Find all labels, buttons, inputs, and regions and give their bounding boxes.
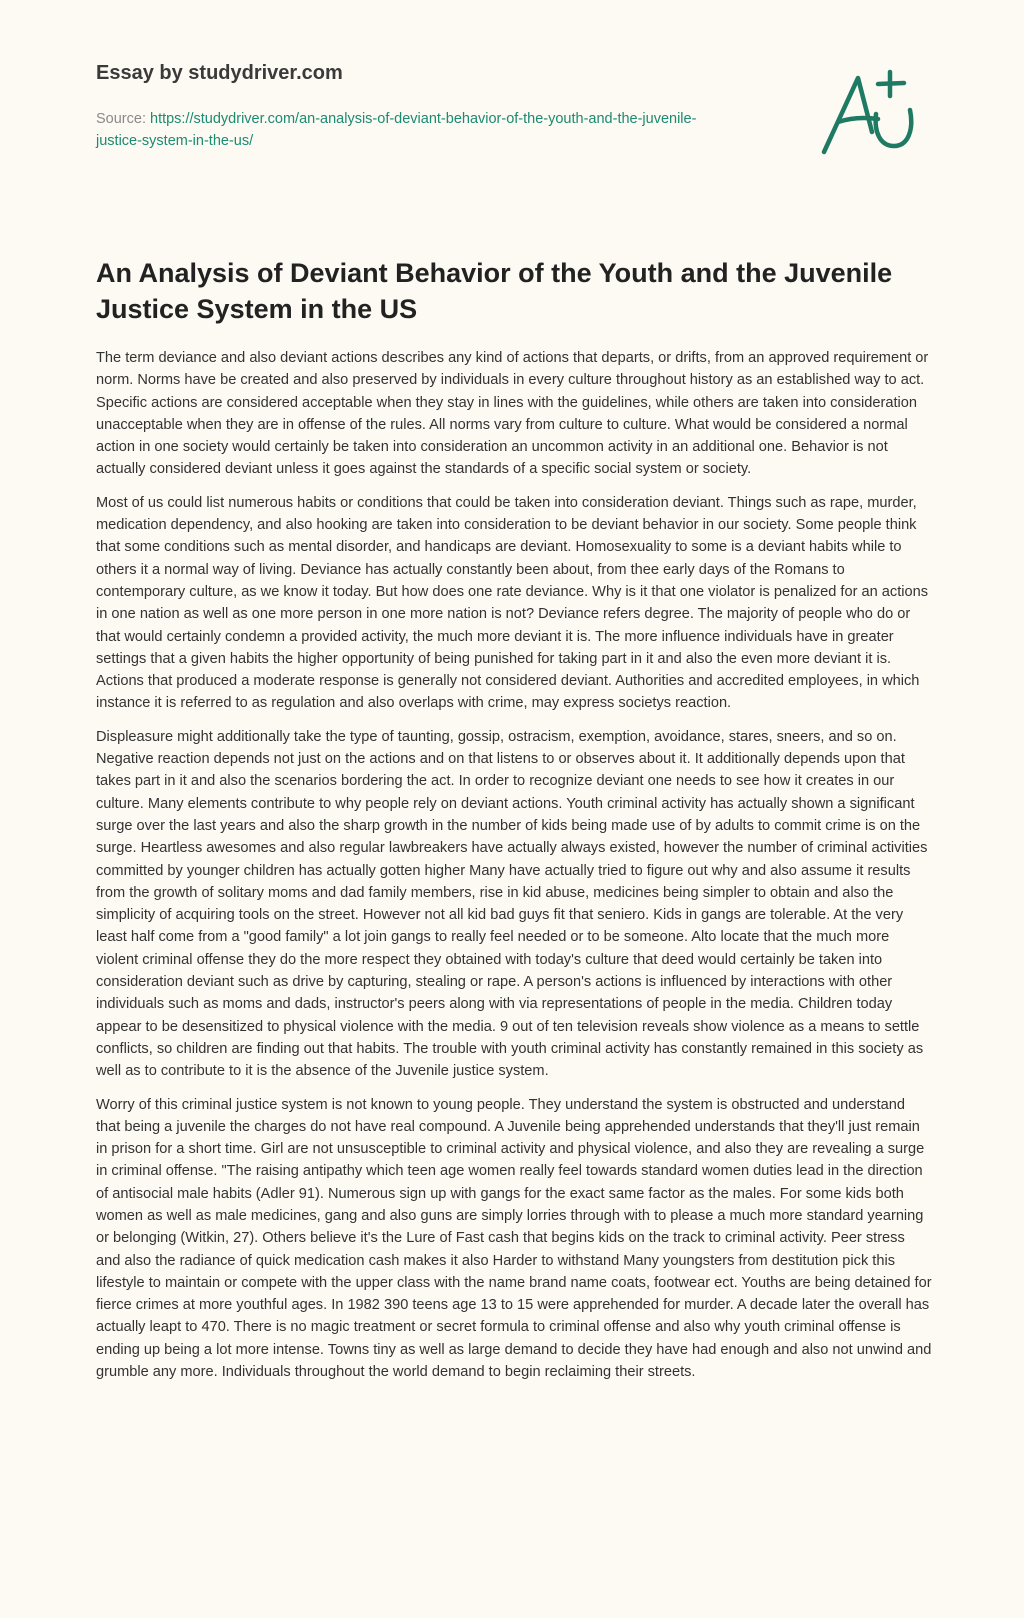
a-plus-logo-icon: [820, 66, 930, 166]
page-header: [96, 62, 736, 152]
article: [96, 255, 932, 1394]
article-title: An Analysis of Deviant Behavior of the Youth and the Juvenile Justice System in the US: [96, 258, 893, 324]
article-paragraph: Worry of this criminal justice system is not known to young people. They understand the system is obstructed and understand that being a juvenile the charges do not have real compound. A Juvenile being apprehended understands that they'll just remain in prison for a short time. Girl are not unsusceptible to criminal activity and physical violence, and also they are revealing a surge in criminal offense. "The raising antipathy which teen age women really feel towards standard women duties lead in the direction of antisocial male habits (Adler 91). Numerous sign up with gangs for the exact same factor as the males. For some kids both women as well as male medicines, gang and also guns are simply lorries through with to please a much more standard yearning or belonging (Witkin, 27). Others believe it's the Lure of Fast cash that begins kids on the track to criminal activity. Peer stress and also the radiance of quick medication cash makes it also Harder to withstand Many youngsters from destitution pick this lifestyle to maintain or compete with the upper class with the name brand name coats, footwear ect. Youths are being detained for fierce crimes at more youthful ages. In 1982 390 teens age 13 to 15 were apprehended for murder. A decade later the overall has actually leapt to 470. There is no magic treatment or secret formula to criminal offense and also why youth criminal offense is ending up being a lot more intense. Towns tiny as well as large demand to decide they have had enough and also not unwind and grumble any more. Individuals throughout the world demand to begin reclaiming their streets.: [96, 1096, 932, 1381]
source-line: [96, 108, 736, 152]
source-link[interactable]: https://studydriver.com/an-analysis-of-deviant-behavior-of-the-youth-and-the-juvenile-justice-system-in-the-us/: [96, 111, 697, 149]
site-title: Essay by studydriver.com: [96, 62, 343, 84]
article-paragraph: The term deviance and also deviant actions describes any kind of actions that departs, or drifts, from an approved requirement or norm. Norms have be created and also preserved by individuals in every culture throughout history as an established way to act. Specific actions are considered acceptable when they stay in lines with the guidelines, while others are taken into consideration unacceptable when they are in offense of the rules. All norms vary from culture to culture. What would be considered a normal action in one society would certainly be taken into consideration an uncommon activity in an additional one. Behavior is not actually considered deviant unless it goes against the standards of a specific social system or society.: [96, 350, 929, 478]
article-paragraph: Displeasure might additionally take the type of taunting, gossip, ostracism, exemption, avoidance, stares, sneers, and so on. Negative reaction depends not just on the actions and on that listens to or observes about it. It additionally depends upon that takes part in it and also the scenarios bordering the act. In order to recognize deviant one needs to see how it creates in our culture. Many elements contribute to why people rely on deviant actions. Youth criminal activity has actually shown a significant surge over the last years and also the sharp growth in the number of kids being made use of by adults to commit crime is on the surge. Heartless awesomes and also regular lawbreakers have actually always existed, however the number of criminal activities committed by younger children has actually gotten higher Many have actually tried to figure out why and also assume it results from the growth of solitary moms and dad family members, rise in kid abuse, medicines being simpler to obtain and also the simplicity of acquiring tools on the street. However not all kid bad guys fit that seniero. Kids in gangs are tolerable. At the very least half come from a "good family" a lot join gangs to really feel needed or to be someone. Alto locate that the much more violent criminal offense they do the more respect they obtained with today's culture that deed would certainly be taken into consideration deviant such as drive by capturing, stealing or rape. A person's actions is influenced by interactions with other individuals such as moms and dads, instructor's peers along with via representations of people in the media. Children today appear to be desensitized to physical violence with the media. 9 out of ten television reveals show violence as a means to settle conflicts, so children are finding out that habits. The trouble with youth criminal activity has constantly remained in this society as well as to contribute to it is the absence of the Juvenile justice system.: [96, 728, 928, 1080]
article-paragraph: Most of us could list numerous habits or conditions that could be taken into consideration deviant. Things such as rape, murder, medication dependency, and also hooking are taken into consideration to be deviant behavior in our society. Some people think that some conditions such as mental disorder, and handicaps are deviant. Homosexuality to some is a deviant habits while to others it a normal way of living. Deviance has actually constantly been about, from thee early days of the Romans to contemporary culture, as we know it today. But how does one rate deviance. Why is it that one violator is penalized for an actions in one nation as well as one more person in one more nation is not? Deviance refers degree. The majority of people who do or that would certainly condemn a provided activity, the much more deviant it is. The more influence individuals have in greater settings that a given habits the higher opportunity of being punished for taking part in it and also the even more deviant it is. Actions that produced a moderate response is generally not considered deviant. Authorities and accredited employees, in which instance it is referred to as regulation and also overlaps with crime, may express societys reaction.: [96, 494, 929, 712]
source-label: Source:: [96, 111, 150, 127]
